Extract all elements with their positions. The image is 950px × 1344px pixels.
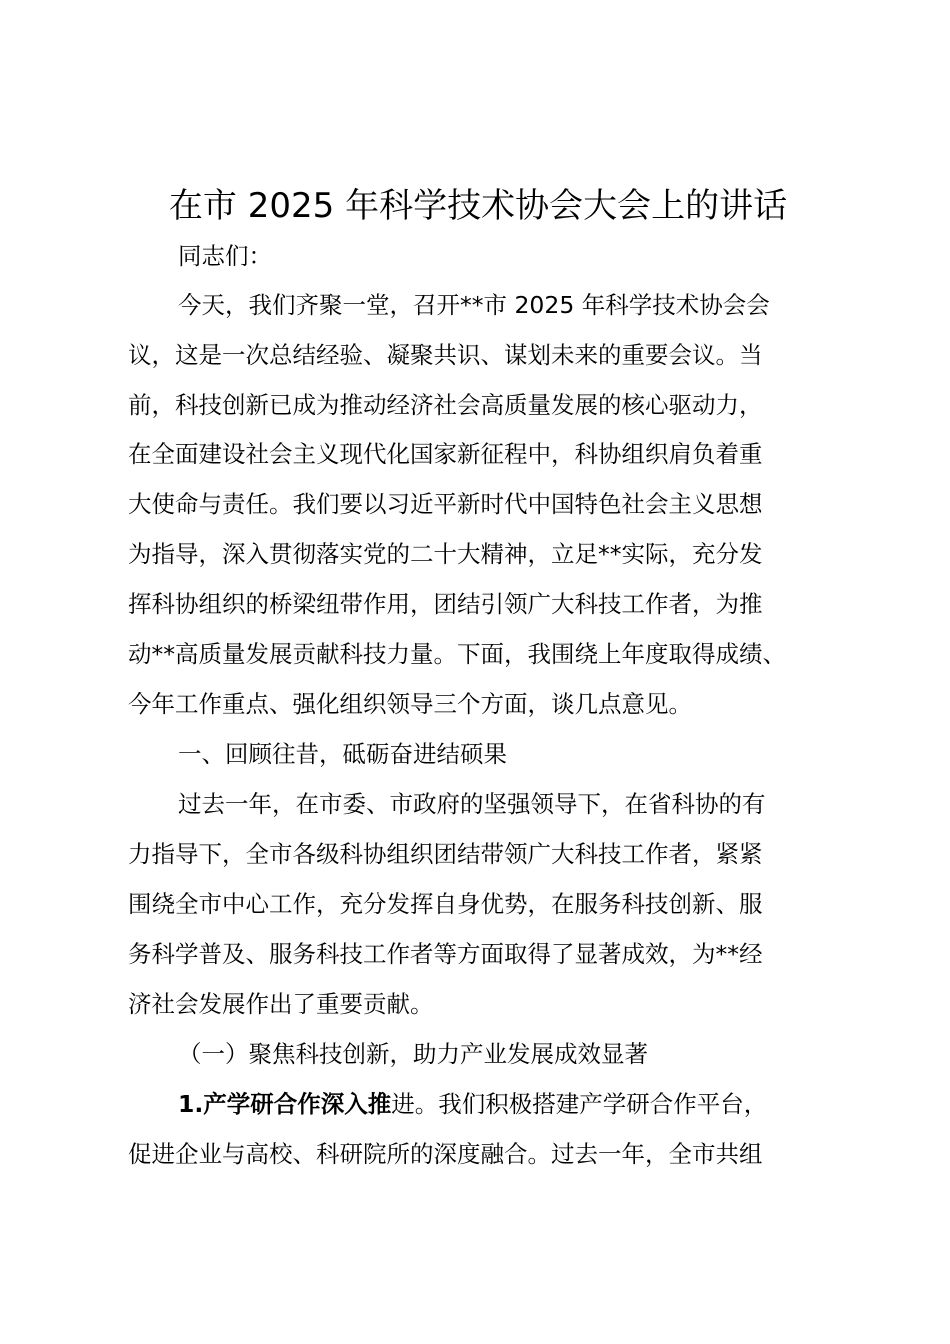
paragraph-line: 围绕全市中心工作，充分发挥自身优势，在服务科技创新、服 [128, 890, 763, 918]
paragraph-line: 为指导，深入贯彻落实党的二十大精神，立足**实际，充分发 [128, 540, 763, 568]
paragraph-line: 大使命与责任。我们要以习近平新时代中国特色社会主义思想 [128, 490, 763, 518]
paragraph-line: 挥科协组织的桥梁纽带作用，团结引领广大科技工作者，为推 [128, 590, 763, 618]
paragraph-line: 动**高质量发展贡献科技力量。下面，我围绕上年度取得成绩、 [128, 640, 786, 668]
paragraph-line: 促进企业与高校、科研院所的深度融合。过去一年，全市共组 [128, 1140, 763, 1168]
paragraph-line: 今年工作重点、强化组织领导三个方面，谈几点意见。 [128, 690, 692, 718]
paragraph-line: 前，科技创新已成为推动经济社会高质量发展的核心驱动力， [128, 391, 763, 419]
document-title: 在市 2025 年科学技术协会大会上的讲话 [168, 186, 788, 226]
paragraph-line: 今天，我们齐聚一堂，召开**市 2025 年科学技术协会会 [178, 291, 770, 319]
paragraph-line: 务科学普及、服务科技工作者等方面取得了显著成效，为**经 [128, 940, 763, 968]
paragraph-line: 议，这是一次总结经验、凝聚共识、谋划未来的重要会议。当 [128, 341, 763, 369]
item-heading-text: 进。我们积极搭建产学研合作平台， [391, 1090, 768, 1118]
section-heading: 一、回顾往昔，砥砺奋进结硕果 [178, 740, 507, 768]
paragraph-line: 在全面建设社会主义现代化国家新征程中，科协组织肩负着重 [128, 440, 763, 468]
paragraph-line: 过去一年，在市委、市政府的坚强领导下，在省科协的有 [178, 790, 766, 818]
item-heading-line [178, 1084, 767, 1124]
salutation: 同志们： [178, 242, 272, 270]
item-heading-bold: 1.产学研合作深入推 [178, 1090, 392, 1118]
paragraph-line: 济社会发展作出了重要贡献。 [128, 990, 434, 1018]
paragraph-line: 力指导下，全市各级科协组织团结带领广大科技工作者，紧紧 [128, 840, 763, 868]
subsection-heading: （一）聚焦科技创新，助力产业发展成效显著 [178, 1040, 648, 1068]
